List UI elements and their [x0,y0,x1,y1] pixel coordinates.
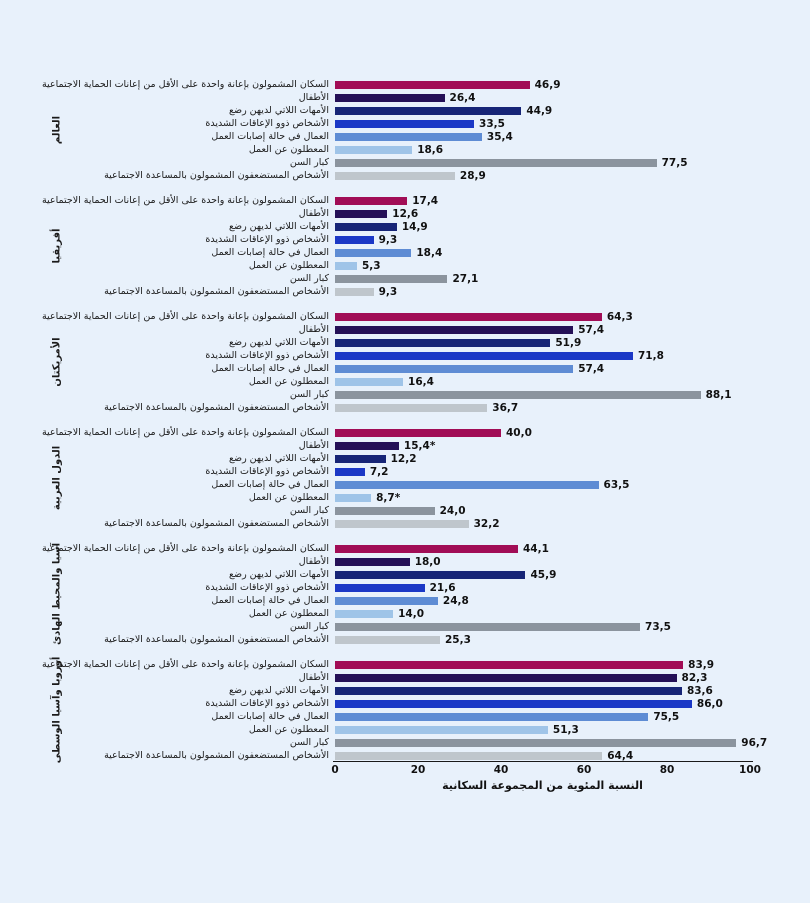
value-label: 18,0 [414,555,441,568]
category-label: كبار السن [289,505,329,516]
value-label: 14,0 [398,607,425,620]
category-label: كبار السن [289,621,329,632]
category-label: السكان المشمولون بإعانة واحدة على الأقل من إعانات الحماية الاجتماعية [41,543,329,554]
bar-track [335,504,750,517]
bar-track [335,581,750,594]
bar [335,391,701,399]
bar-track [335,594,750,607]
region-group [0,426,810,530]
bar-track [335,310,750,323]
category-label: الأشخاص المستضعفون المشمولون بالمساعدة الاجتماعية [104,750,329,761]
bar-row [0,169,810,182]
bar-track [335,272,750,285]
bar-track [335,375,750,388]
category-label: الأشخاص ذوو الإعاقات الشديدة [205,118,329,129]
bar [335,236,374,244]
bar-row [0,504,810,517]
category-label: الأشخاص ذوو الإعاقات الشديدة [205,698,329,709]
value-label: 96,7 [741,736,768,749]
bar-row [0,362,810,375]
bar [335,429,501,437]
value-label: 88,1 [705,388,732,401]
bar-row [0,581,810,594]
bar-row [0,684,810,697]
bar [335,249,411,257]
bar [335,313,602,321]
bar [335,468,365,476]
category-label: كبار السن [289,273,329,284]
bar-track [335,362,750,375]
value-label: 75,5 [653,710,680,723]
value-label: 45,9 [530,568,557,581]
bar-track [335,710,750,723]
bar-track [335,285,750,298]
bar-track [335,156,750,169]
grouped-bar-chart [0,78,810,774]
bar-track [335,401,750,414]
value-label: 71,8 [637,349,664,362]
category-label: الأشخاص المستضعفون المشمولون بالمساعدة الاجتماعية [104,518,329,529]
bar-row [0,633,810,646]
category-label: كبار السن [289,389,329,400]
bar-track [335,104,750,117]
bar-row [0,671,810,684]
bar [335,726,548,734]
value-label: 18,6 [417,143,444,156]
bar-track [335,117,750,130]
bar-track [335,130,750,143]
bar [335,339,550,347]
region-group-label: الأمريكتان [51,337,63,387]
value-label: 40,0 [506,426,532,439]
bar-track [335,697,750,710]
bar-track [335,465,750,478]
bar-row [0,736,810,749]
bar [335,661,683,669]
category-label: السكان المشمولون بإعانة واحدة على الأقل من إعانات الحماية الاجتماعية [41,195,329,206]
bar-row [0,375,810,388]
bar [335,610,393,618]
bar-row [0,426,810,439]
bar-row [0,723,810,736]
bar [335,197,407,205]
bar-track [335,452,750,465]
category-label: كبار السن [289,737,329,748]
value-label: 57,4 [578,362,605,375]
bar-track [335,568,750,581]
value-label: 36,7 [492,401,519,414]
category-label: المعطلون عن العمل [248,492,329,503]
value-label: 44,1 [523,542,549,555]
region-group [0,542,810,646]
bar [335,623,640,631]
bar [335,739,736,747]
bar-track [335,91,750,104]
category-label: الأطفال [298,92,329,103]
bar-row [0,478,810,491]
bar-track [335,336,750,349]
bar-row [0,220,810,233]
bar-track [335,207,750,220]
bar-track [335,78,750,91]
bar [335,571,525,579]
bar-track [335,143,750,156]
bar-row [0,439,810,452]
bar-track [335,388,750,401]
bar-row [0,91,810,104]
bar-row [0,336,810,349]
category-label: كبار السن [289,157,329,168]
bar-track [335,194,750,207]
bar [335,120,474,128]
category-label: العمال في حالة إصابات العمل [211,363,329,374]
bar [335,81,530,89]
bar-track [335,633,750,646]
category-label: الأشخاص ذوو الإعاقات الشديدة [205,582,329,593]
bar-track [335,220,750,233]
bar-row [0,401,810,414]
bar [335,404,487,412]
bar [335,133,482,141]
bar-row [0,233,810,246]
bar-row [0,517,810,530]
bar-track [335,233,750,246]
category-label: المعطلون عن العمل [248,376,329,387]
region-group-label: الدول العربية [51,445,63,511]
category-label: الأطفال [298,208,329,219]
value-label: 51,9 [555,336,582,349]
region-group [0,78,810,182]
bar-row [0,156,810,169]
bar [335,223,397,231]
value-label: 9,3 [378,285,398,298]
category-label: الأشخاص المستضعفون المشمولون بالمساعدة الاجتماعية [104,170,329,181]
bar-row [0,323,810,336]
bar [335,700,692,708]
bar [335,365,573,373]
category-label: الأمهات اللاتي لديهن رضع [228,337,329,348]
value-label: 25,3 [444,633,471,646]
bar [335,481,599,489]
bar-track [335,259,750,272]
value-label: 16,4 [408,375,434,388]
bar [335,545,518,553]
bar-track [335,478,750,491]
bar-track [335,671,750,684]
bar-track [335,723,750,736]
value-label: 83,9 [688,658,715,671]
x-axis-label: النسبة المئوية من المجموعة السكانية [442,779,643,792]
x-axis-tick: 40 [493,764,509,776]
bar-row [0,130,810,143]
bar [335,172,455,180]
category-label: الأمهات اللاتي لديهن رضع [228,105,329,116]
bar-row [0,285,810,298]
x-axis-tick: 100 [739,764,761,776]
category-label: المعطلون عن العمل [248,724,329,735]
bar-row [0,658,810,671]
category-label: الأشخاص المستضعفون المشمولون بالمساعدة الاجتماعية [104,402,329,413]
category-label: الأطفال [298,324,329,335]
value-label: 82,3 [681,671,708,684]
category-label: الأشخاص المستضعفون المشمولون بالمساعدة الاجتماعية [104,286,329,297]
bar-row [0,620,810,633]
category-label: الأطفال [298,556,329,567]
bar [335,597,438,605]
bar [335,352,633,360]
bar-track [335,542,750,555]
value-label: 86,0 [696,697,723,710]
value-label: 7,2 [369,465,389,478]
x-axis-tick: 60 [576,764,592,776]
value-label: 24,8 [442,594,469,607]
category-label: العمال في حالة إصابات العمل [211,131,329,142]
bar [335,210,387,218]
value-label: 18,4 [416,246,443,259]
value-label: 26,4 [449,91,476,104]
bar [335,520,469,528]
bar-row [0,272,810,285]
x-axis-tick: 80 [659,764,675,776]
value-label: 21,6 [429,581,456,594]
bar [335,326,573,334]
region-group-label: آسيا والمحيط الهادئ [51,543,63,645]
bar [335,687,682,695]
bar [335,107,521,115]
bar-row [0,310,810,323]
bar [335,674,677,682]
bar-row [0,246,810,259]
bar [335,146,412,154]
value-label: 8,7* [376,491,401,504]
category-label: السكان المشمولون بإعانة واحدة على الأقل من إعانات الحماية الاجتماعية [41,659,329,670]
bar-row [0,194,810,207]
category-label: السكان المشمولون بإعانة واحدة على الأقل من إعانات الحماية الاجتماعية [41,79,329,90]
bar [335,584,425,592]
x-axis-ticks [331,764,761,778]
bar-track [335,684,750,697]
value-label: 15,4* [403,439,436,452]
category-label: الأشخاص ذوو الإعاقات الشديدة [205,350,329,361]
value-label: 24,0 [439,504,466,517]
region-group [0,658,810,762]
category-label: الأشخاص ذوو الإعاقات الشديدة [205,466,329,477]
bar [335,288,374,296]
category-label: العمال في حالة إصابات العمل [211,711,329,722]
category-label: المعطلون عن العمل [248,144,329,155]
category-label: المعطلون عن العمل [248,608,329,619]
bar-track [335,323,750,336]
bar-row [0,568,810,581]
bar-track [335,349,750,362]
bar [335,262,357,270]
value-label: 32,2 [473,517,500,530]
category-label: العمال في حالة إصابات العمل [211,595,329,606]
bar [335,275,447,283]
value-label: 83,6 [686,684,713,697]
bar-row [0,349,810,362]
bar-track [335,620,750,633]
bar-track [335,426,750,439]
category-label: الأمهات اللاتي لديهن رضع [228,569,329,580]
category-label: الأشخاص المستضعفون المشمولون بالمساعدة الاجتماعية [104,634,329,645]
value-label: 44,9 [526,104,553,117]
value-label: 14,9 [401,220,428,233]
region-group [0,194,810,298]
x-axis-tick: 20 [410,764,426,776]
value-label: 33,5 [479,117,505,130]
category-label: العمال في حالة إصابات العمل [211,479,329,490]
bar [335,94,445,102]
bar-row [0,78,810,91]
x-axis-line [333,761,753,762]
bar-row [0,104,810,117]
bar-track [335,607,750,620]
bar-row [0,697,810,710]
bar-row [0,143,810,156]
value-label: 12,2 [390,452,417,465]
bar [335,507,435,515]
category-label: الأطفال [298,440,329,451]
bar-row [0,388,810,401]
bar-row [0,465,810,478]
bar-track [335,517,750,530]
value-label: 73,5 [645,620,671,633]
bar-row [0,117,810,130]
bar [335,378,403,386]
bar-row [0,594,810,607]
bar [335,455,386,463]
category-label: الأمهات اللاتي لديهن رضع [228,685,329,696]
bar-row [0,207,810,220]
bar-row [0,491,810,504]
value-label: 9,3 [378,233,398,246]
bar [335,713,648,721]
category-label: الأمهات اللاتي لديهن رضع [228,221,329,232]
bar-row [0,555,810,568]
value-label: 51,3 [552,723,579,736]
value-label: 17,4 [412,194,439,207]
region-group-label: العالم [51,115,63,145]
bar-track [335,491,750,504]
value-label: 57,4 [578,323,605,336]
bar [335,442,399,450]
region-group-label: أوروبا وآسيا الوسطى [51,656,63,764]
category-label: المعطلون عن العمل [248,260,329,271]
category-label: العمال في حالة إصابات العمل [211,247,329,258]
category-label: السكان المشمولون بإعانة واحدة على الأقل من إعانات الحماية الاجتماعية [41,311,329,322]
value-label: 46,9 [534,78,561,91]
category-label: الأطفال [298,672,329,683]
bar [335,159,657,167]
category-label: الأشخاص ذوو الإعاقات الشديدة [205,234,329,245]
value-label: 28,9 [459,169,486,182]
bar-row [0,710,810,723]
value-label: 35,4 [486,130,513,143]
category-label: الأمهات اللاتي لديهن رضع [228,453,329,464]
bar-track [335,555,750,568]
value-label: 5,3 [361,259,381,272]
bar-track [335,658,750,671]
bar-track [335,246,750,259]
value-label: 12,6 [392,207,419,220]
bar-track [335,736,768,749]
bar-row [0,542,810,555]
bar-row [0,452,810,465]
value-label: 27,1 [452,272,479,285]
x-axis-tick: 0 [331,764,339,776]
bar-track [335,439,750,452]
bar-track [335,169,750,182]
bar [335,752,602,760]
category-label: السكان المشمولون بإعانة واحدة على الأقل من إعانات الحماية الاجتماعية [41,427,329,438]
region-group-label: أفريقيا [51,228,63,264]
bar [335,494,371,502]
value-label: 77,5 [661,156,688,169]
value-label: 64,3 [606,310,633,323]
bar-row [0,607,810,620]
bar [335,636,440,644]
value-label: 63,5 [603,478,630,491]
bar-row [0,259,810,272]
bar [335,558,410,566]
value-label: 64,4 [607,749,634,762]
region-group [0,310,810,414]
